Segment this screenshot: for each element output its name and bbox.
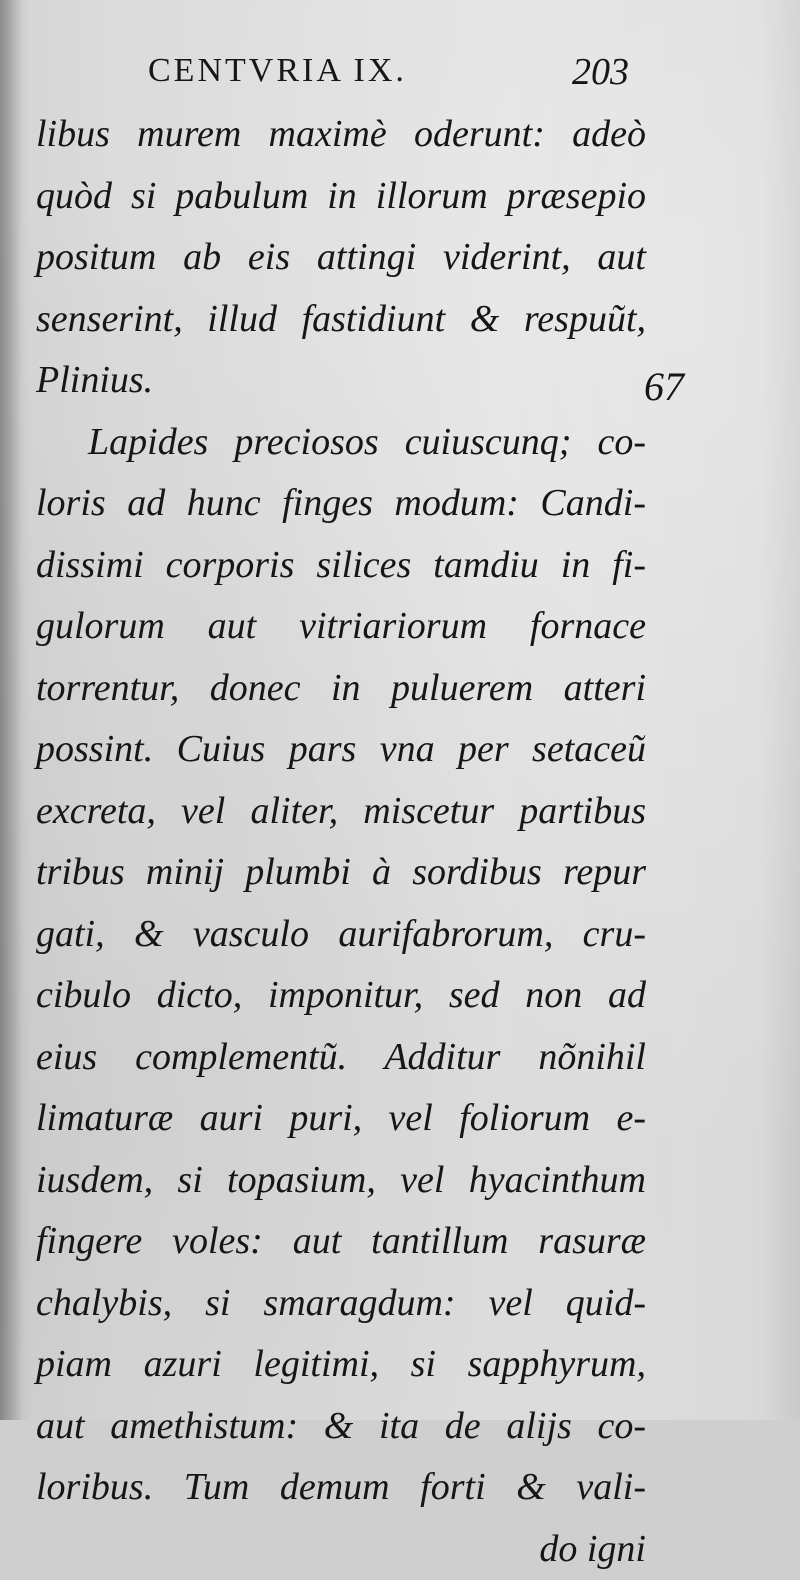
text-line: fingere voles: aut tantillum rasuræ [36,1211,646,1273]
text-line: Plinius. [36,350,646,412]
text-line: cibulo dicto, imponitur, sed non ad [36,965,646,1027]
text-line: possint. Cuius pars vna per setaceũ [36,719,646,781]
text-line: piam azuri legitimi, si sapphyrum, [36,1334,646,1396]
text-line: limaturæ auri puri, vel foliorum e- [36,1088,646,1150]
text-line: senserint, illud fastidiunt & respuũt, [36,289,646,351]
body-text [36,104,646,1580]
text-line: loribus. Tum demum forti & vali- [36,1457,646,1519]
margin-note: 67 [644,363,684,410]
running-head: CENTVRIA IX. [148,52,407,90]
text-line: dissimi corporis silices tamdiu in fi- [36,535,646,597]
text-line: eius complementũ. Additur nõnihil [36,1027,646,1089]
text-line: chalybis, si smaragdum: vel quid- [36,1273,646,1335]
text-line: Lapides preciosos cuiuscunq; co- [36,412,646,474]
text-line: tribus minij plumbi à sordibus repur [36,842,646,904]
text-line: libus murem maximè oderunt: adeò [36,104,646,166]
text-line: aut amethistum: & ita de alijs co- [36,1396,646,1458]
text-line: gati, & vasculo aurifabrorum, cru- [36,904,646,966]
catchword: do igni [36,1519,646,1580]
text-line: positum ab eis attingi viderint, aut [36,227,646,289]
page-gutter-shadow [0,0,22,1420]
text-line: loris ad hunc finges modum: Candi- [36,473,646,535]
text-line: quòd si pabulum in illorum præsepio [36,166,646,228]
text-line: iusdem, si topasium, vel hyacinthum [36,1150,646,1212]
text-line: gulorum aut vitriariorum fornace [36,596,646,658]
page-number: 203 [572,50,629,94]
text-line: torrentur, donec in puluerem atteri [36,658,646,720]
text-line: excreta, vel aliter, miscetur partibus [36,781,646,843]
